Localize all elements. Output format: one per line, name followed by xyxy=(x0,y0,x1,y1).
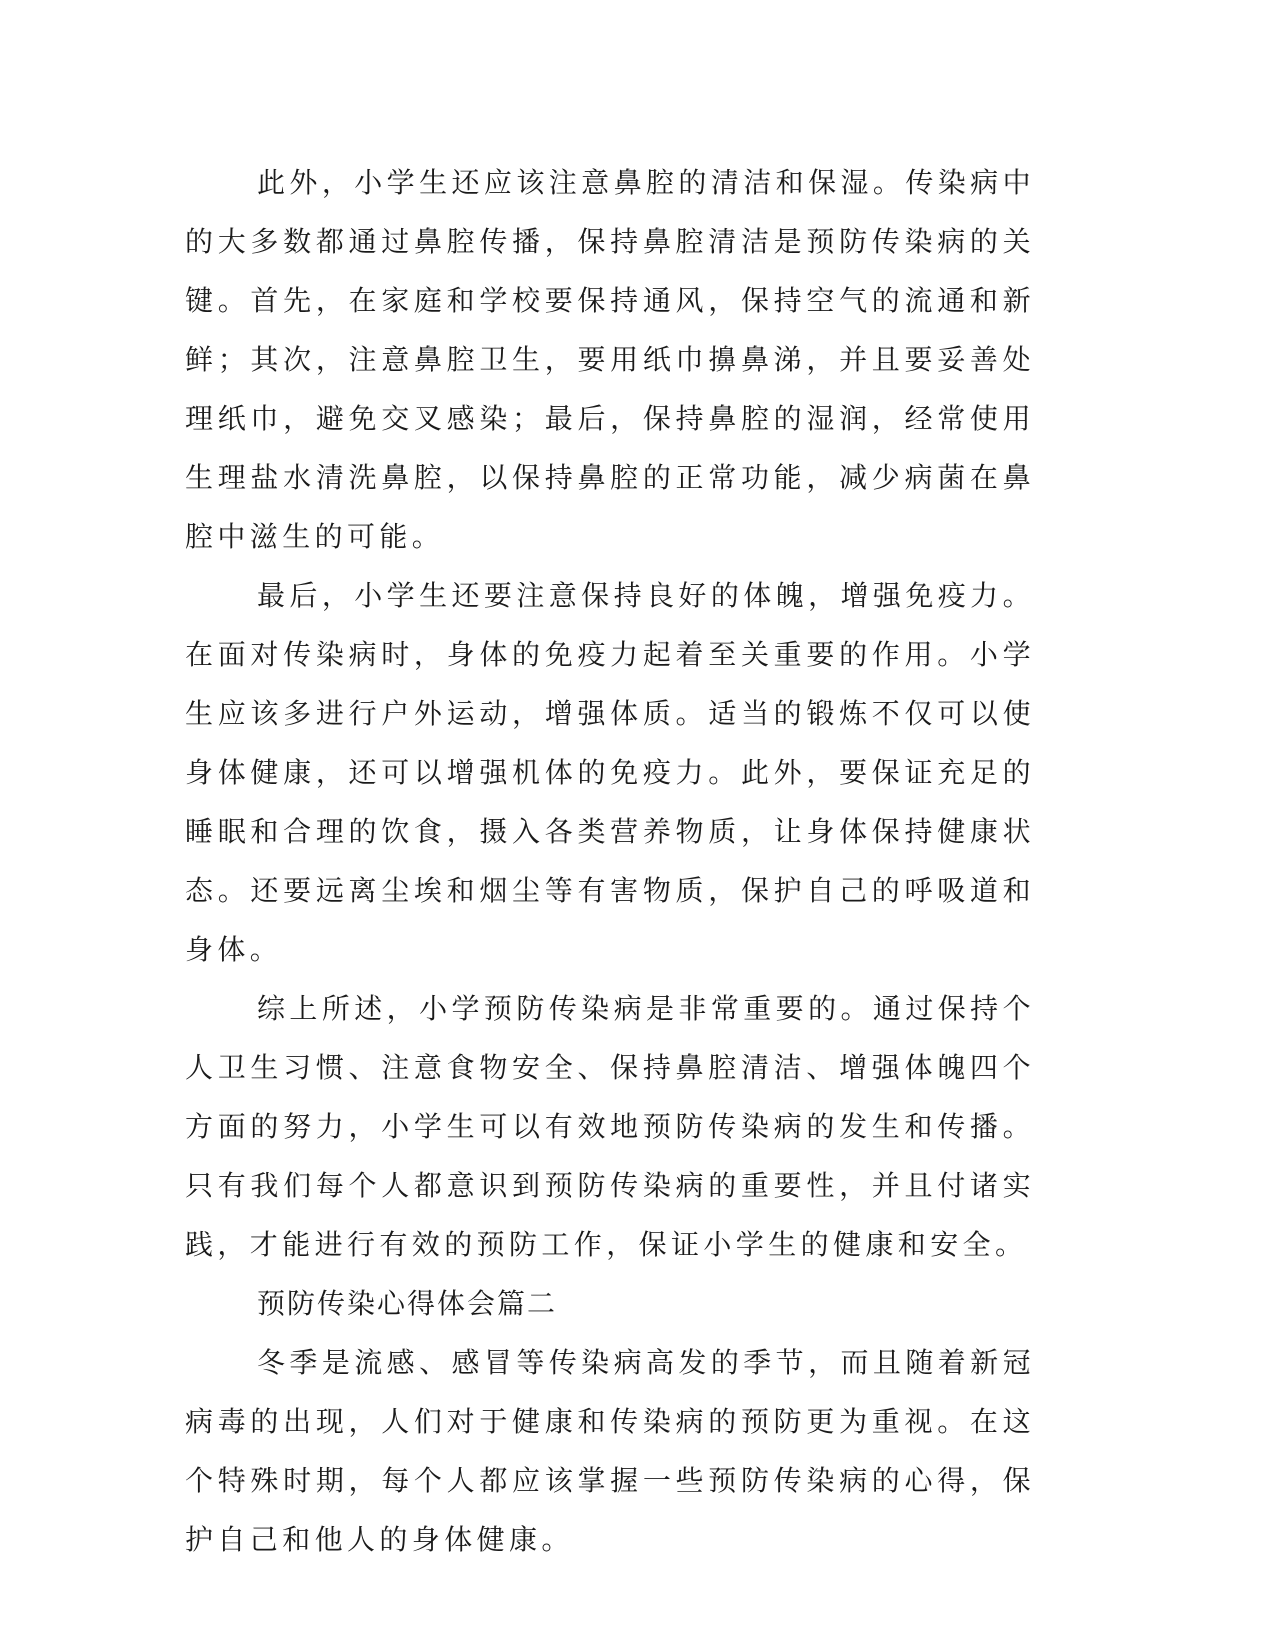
document-page xyxy=(185,153,1035,1569)
paragraph-summary: 综上所述，小学预防传染病是非常重要的。通过保持个人卫生习惯、注意食物安全、保持鼻腔清洁、增强体魄四个方面的努力，小学生可以有效地预防传染病的发生和传播。只有我们每个人都意识到预防传染病的重要性，并且付诸实践，才能进行有效的预防工作，保证小学生的健康和安全。 xyxy=(185,992,1035,1261)
paragraph-physical-fitness: 最后，小学生还要注意保持良好的体魄，增强免疫力。在面对传染病时，身体的免疫力起着至关重要的作用。小学生应该多进行户外运动，增强体质。适当的锻炼不仅可以使身体健康，还可以增强机体的免疫力。此外，要保证充足的睡眠和合理的饮食，摄入各类营养物质，让身体保持健康状态。还要远离尘埃和烟尘等有害物质，保护自己的呼吸道和身体。 xyxy=(185,579,1035,966)
section-heading: 预防传染心得体会篇二 xyxy=(257,1287,558,1320)
paragraph-winter-intro: 冬季是流感、感冒等传染病高发的季节，而且随着新冠病毒的出现，人们对于健康和传染病的预防更为重视。在这个特殊时期，每个人都应该掌握一些预防传染病的心得，保护自己和他人的身体健康。 xyxy=(185,1346,1035,1556)
paragraph-nasal-hygiene: 此外，小学生还应该注意鼻腔的清洁和保湿。传染病中的大多数都通过鼻腔传播，保持鼻腔清洁是预防传染病的关键。首先，在家庭和学校要保持通风，保持空气的流通和新鲜；其次，注意鼻腔卫生，要用纸巾擤鼻涕，并且要妥善处理纸巾，避免交叉感染；最后，保持鼻腔的湿润，经常使用生理盐水清洗鼻腔，以保持鼻腔的正常功能，减少病菌在鼻腔中滋生的可能。 xyxy=(185,166,1035,553)
